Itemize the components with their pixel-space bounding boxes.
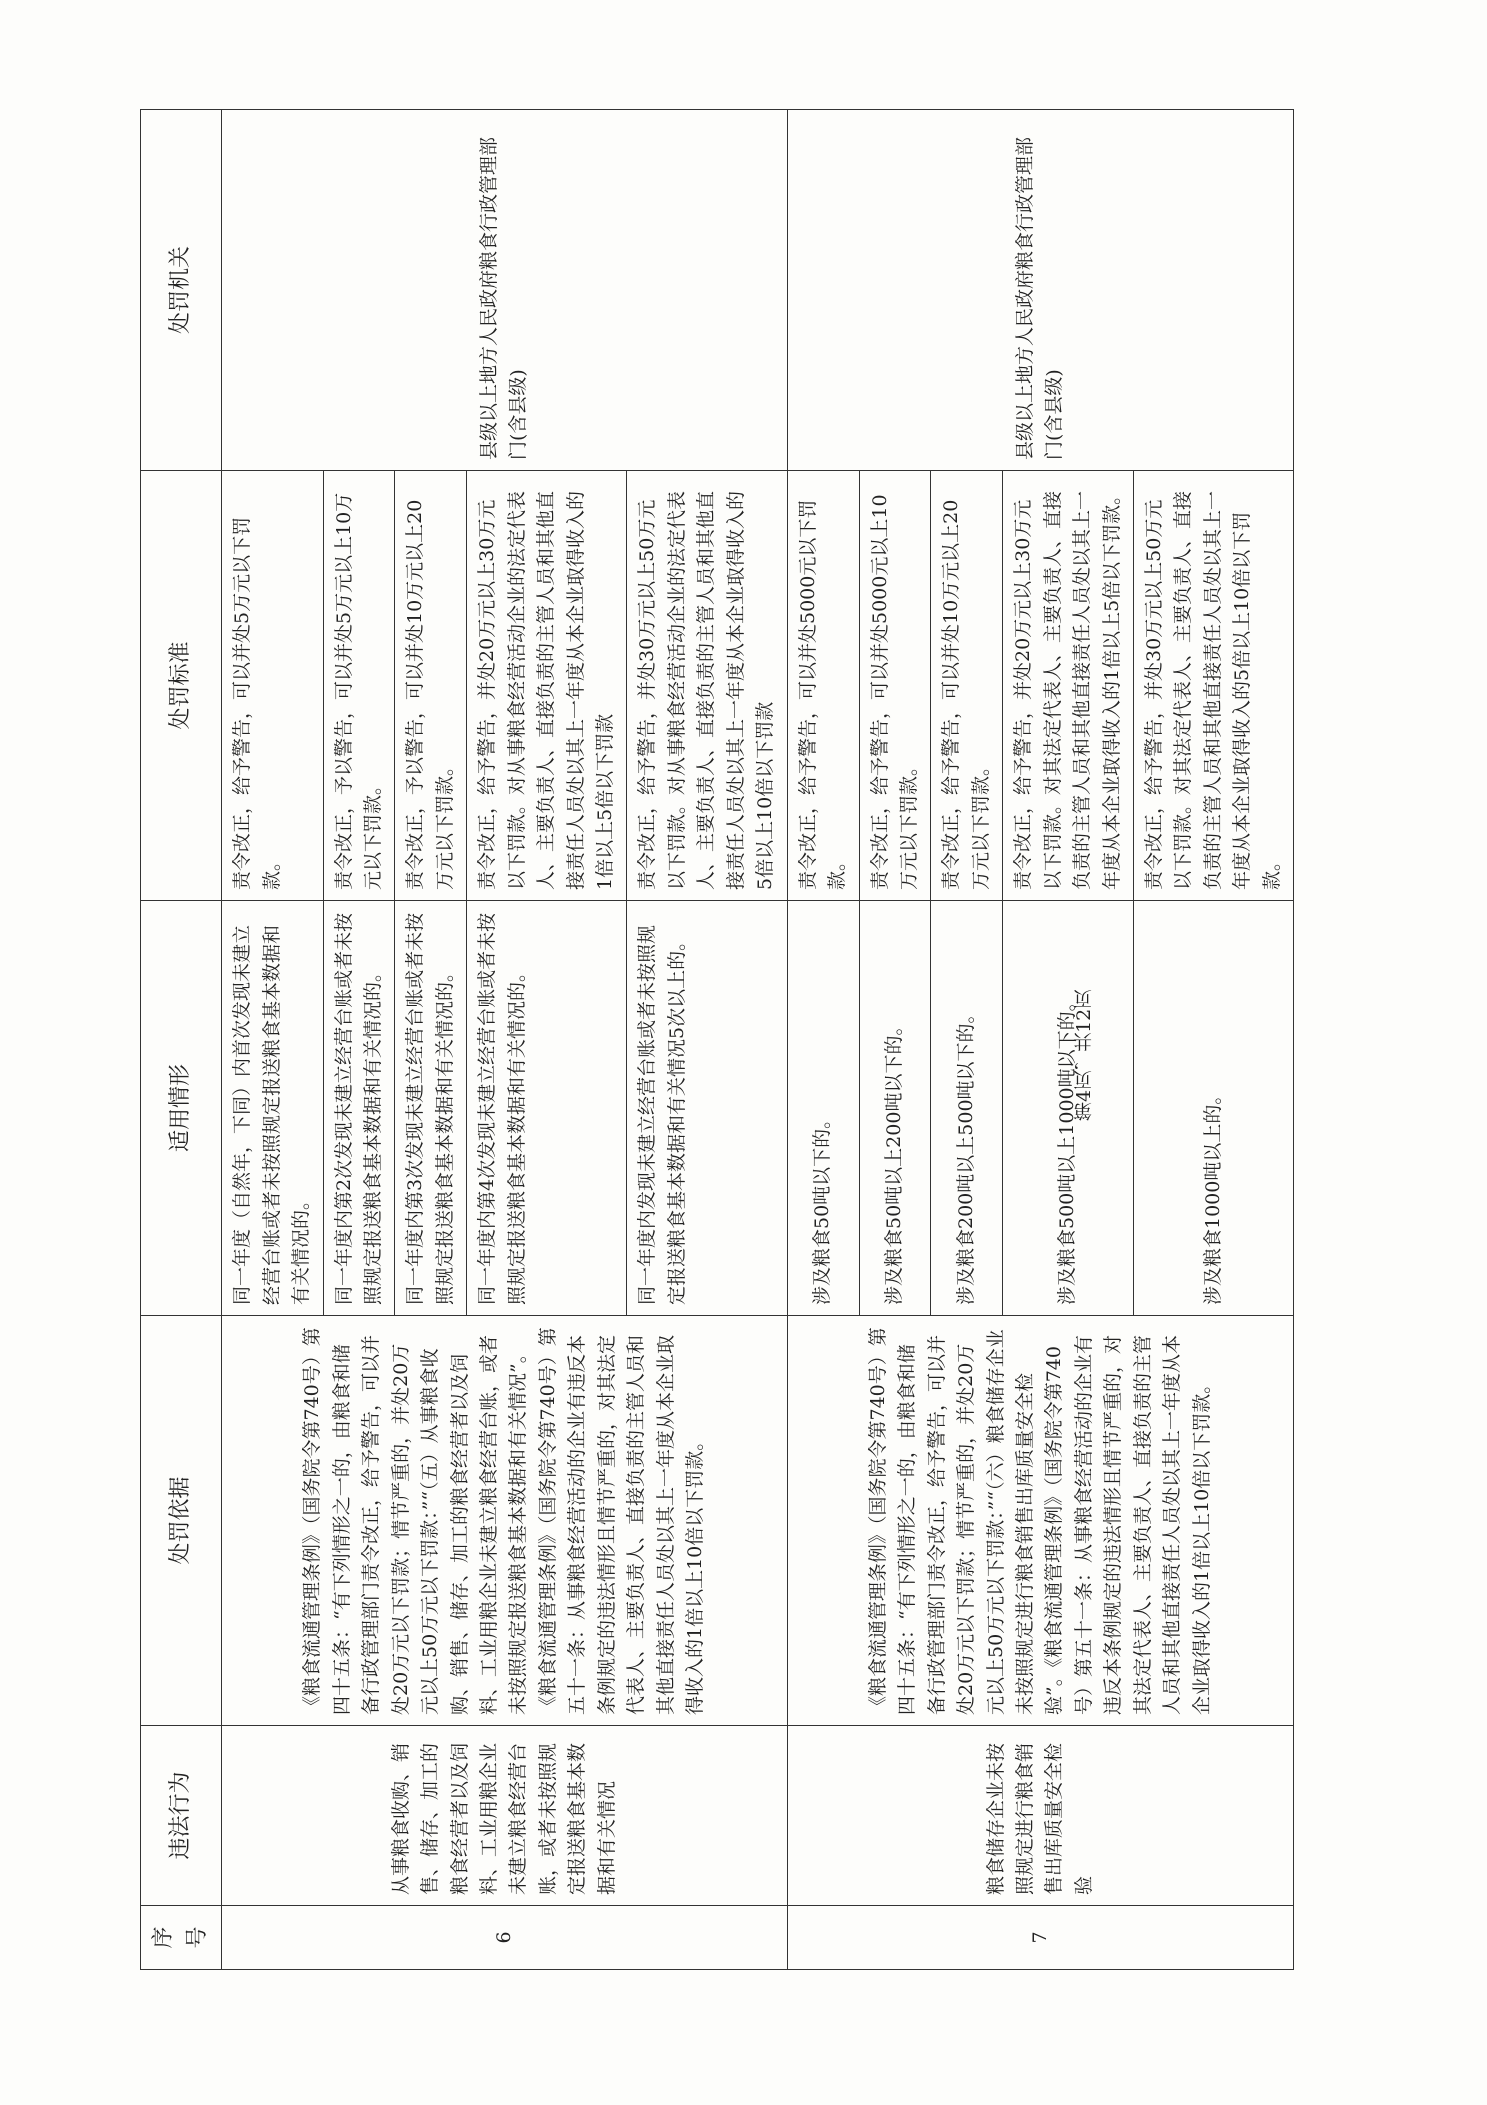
row7-standard-1: 责令改正，给予警告，可以并处5000元以下罚款。: [787, 471, 859, 901]
row6-standard-4: 责令改正，给予警告，并处20万元以上30万元以下罚款。对从事粮食经营活动企业的法定代表人、主要负责人、直接负责的主管人员和其他直接责任人员处以其上一年度从本企业取得收入的1倍以上5倍以下罚款: [467, 471, 627, 901]
row7-situation-3: 涉及粮食200吨以上500吨以下的。: [931, 901, 1003, 1316]
header-behavior: 违法行为: [141, 1726, 222, 1906]
row6-authority: 县级以上地方人民政府粮食行政管理部门(含县级): [222, 110, 787, 471]
row6-situation-5: 同一年度内发现未建立经营台账或者未按照规定报送粮食基本数据和有关情况5次以上的。: [627, 901, 787, 1316]
row7-standard-5: 责令改正，给予警告，并处30万元以上50万元以下罚款。对其法定代表人、主要负责人、直接负责的主管人员和其他直接责任人员处以其上一年度从本企业取得收入的5倍以上10倍以下罚款。: [1134, 471, 1294, 901]
row7-behavior: 粮食储存企业未按照规定进行粮食销售出库质量安全检验: [787, 1726, 1294, 1906]
row6-situation-1: 同一年度（自然年，下同）内首次发现未建立经营台账或者未按照规定报送粮食基本数据和有关情况的。: [222, 901, 323, 1316]
row7-standard-3: 责令改正，给予警告，可以并处10万元以上20万元以下罚款。: [931, 471, 1003, 901]
row7-situation-1: 涉及粮食50吨以下的。: [787, 901, 859, 1316]
row6-behavior: 从事粮食收购、销售、储存、加工的粮食经营者以及饲料、工业用粮企业未建立粮食经营台账，或者未按照规定报送粮食基本数据和有关情况: [222, 1726, 787, 1906]
row7-basis: 《粮食流通管理条例》（国务院令第740号）第四十五条：“有下列情形之一的，由粮食和储备行政管理部门责令改正，给予警告，可以并处20万元以下罚款；情节严重的，并处20万元以上50万元以下罚款：”“（六）粮食储存企业未按照规定进行粮食销售出库质量安全检验”。《粮食流通管理条例》（国务院令第740号）第五十一条：从事粮食经营活动的企业有违反本条例规定的违法情形且情节严重的，对其法定代表人、主要负责人、直接负责的主管人员和其他直接责任人员处以其上一年度从本企业取得收入的1倍以上10倍以下罚款。: [787, 1316, 1294, 1726]
row7-situation-4: 涉及粮食500吨以上1000吨以下的。: [1003, 901, 1134, 1316]
row6-seq: 6: [222, 1906, 787, 1970]
row6-situation-2: 同一年度内第2次发现未建立经营台账或者未按照规定报送粮食基本数据和有关情况的。: [323, 901, 395, 1316]
table-row: [787, 110, 859, 1970]
row6-situation-4: 同一年度内第4次发现未建立经营台账或者未按照规定报送粮食基本数据和有关情况的。: [467, 901, 627, 1316]
table-row: [222, 110, 323, 1970]
header-standard: 处罚标准: [141, 471, 222, 901]
header-row: [141, 110, 222, 1970]
penalty-table: [140, 109, 1294, 1970]
row7-seq: 7: [787, 1906, 1294, 1970]
row6-standard-3: 责令改正，予以警告，可以并处10万元以上20万元以下罚款。: [395, 471, 467, 901]
row6-standard-2: 责令改正，予以警告，可以并处5万元以上10万元以下罚款。: [323, 471, 395, 901]
row7-standard-2: 责令改正，给予警告，可以并处5000元以上10万元以下罚款。: [859, 471, 931, 901]
header-authority: 处罚机关: [141, 110, 222, 471]
header-seq: 序号: [141, 1906, 222, 1970]
header-basis: 处罚依据: [141, 1316, 222, 1726]
rotated-page: [140, 110, 1340, 1970]
row6-standard-5: 责令改正，给予警告，并处30万元以上50万元以下罚款。对从事粮食经营活动企业的法定代表人、主要负责人、直接负责的主管人员和其他直接责任人员处以其上一年度从本企业取得收入的5倍以上10倍以下罚款: [627, 471, 787, 901]
row7-situation-2: 涉及粮食50吨以上200吨以下的。: [859, 901, 931, 1316]
header-situation: 适用情形: [141, 901, 222, 1316]
row6-situation-3: 同一年度内第3次发现未建立经营台账或者未按照规定报送粮食基本数据和有关情况的。: [395, 901, 467, 1316]
row7-situation-5: 涉及粮食1000吨以上的。: [1134, 901, 1294, 1316]
row6-basis: 《粮食流通管理条例》（国务院令第740号）第四十五条：“有下列情形之一的，由粮食和储备行政管理部门责令改正，给予警告，可以并处20万元以下罚款；情节严重的，并处20万元以上50万元以下罚款：”“（五）从事粮食收购、销售、储存、加工的粮食经营者以及饲料、工业用粮企业未建立粮食经营台账，或者未按照规定报送粮食基本数据和有关情况”。《粮食流通管理条例》（国务院令第740号）第五十一条：从事粮食经营活动的企业有违反本条例规定的违法情形且情节严重的，对其法定代表人、主要负责人、直接负责的主管人员和其他直接责任人员处以其上一年度从本企业取得收入的1倍以上10倍以下罚款。: [222, 1316, 787, 1726]
row7-authority: 县级以上地方人民政府粮食行政管理部门(含县级): [787, 110, 1294, 471]
page-footer: 第4页，共12页: [1073, 989, 1095, 1121]
row6-standard-1: 责令改正，给予警告，可以并处5万元以下罚款。: [222, 471, 323, 901]
row7-standard-4: 责令改正，给予警告，并处20万元以上30万元以下罚款。对其法定代表人、主要负责人、直接负责的主管人员和其他直接责任人员处以其上一年度从本企业取得收入的1倍以上5倍以下罚款。: [1003, 471, 1134, 901]
